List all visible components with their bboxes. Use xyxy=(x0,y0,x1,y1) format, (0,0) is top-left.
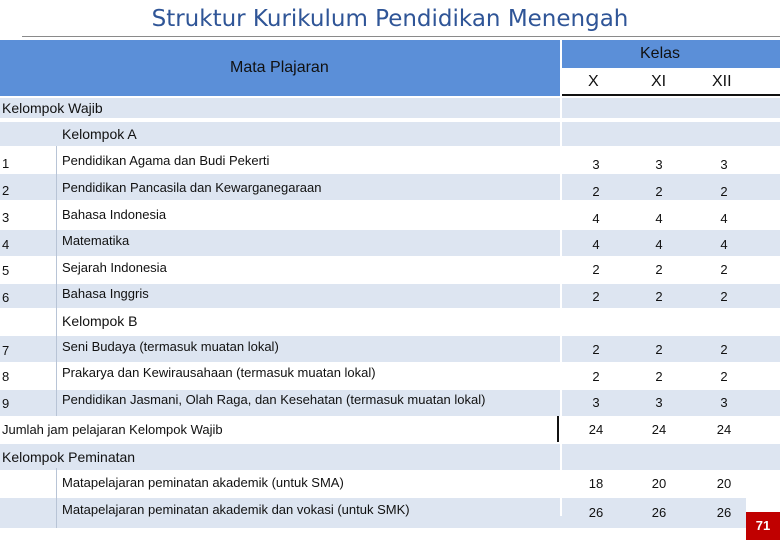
hours-xii: 2 xyxy=(720,262,728,277)
hours-xii: 2 xyxy=(720,369,728,384)
header-subject-label: Mata Plajaran xyxy=(230,59,329,76)
hours-xi: 2 xyxy=(655,369,663,384)
hours-xi: 20 xyxy=(651,476,667,491)
hours-xii: 26 xyxy=(716,505,732,520)
hours-xii: 3 xyxy=(720,395,728,410)
subject-name: Matapelajaran peminatan akademik dan vokasi (untuk SMK) xyxy=(62,502,410,517)
subject-name: Pendidikan Pancasila dan Kewarganegaraan xyxy=(62,180,322,195)
hours-xi: 2 xyxy=(655,184,663,199)
hours-xii: 2 xyxy=(720,184,728,199)
hours-xii: 4 xyxy=(720,237,728,252)
hours-x: 3 xyxy=(592,157,600,172)
hours-xi: 2 xyxy=(655,262,663,277)
hours-xii: 3 xyxy=(720,157,728,172)
hours-xi: 3 xyxy=(655,157,663,172)
title-divider xyxy=(22,36,780,37)
col-divider-grades xyxy=(560,96,562,516)
row-number: 9 xyxy=(2,396,10,411)
header-grade-xi: XI xyxy=(651,73,667,90)
col-divider-no xyxy=(56,146,57,416)
row-bg-wajib xyxy=(0,98,780,118)
hours-x: 2 xyxy=(592,262,600,277)
hours-xi: 2 xyxy=(655,289,663,304)
header-grade-xii: XII xyxy=(712,73,732,90)
hours-xii: 20 xyxy=(716,476,732,491)
row-number: 8 xyxy=(2,369,10,384)
hours-x: 4 xyxy=(592,211,600,226)
subject-name: Prakarya dan Kewirausahaan (termasuk muatan lokal) xyxy=(62,365,376,380)
total-x: 24 xyxy=(588,422,604,437)
hours-xii: 4 xyxy=(720,211,728,226)
hours-xi: 26 xyxy=(651,505,667,520)
row-number: 3 xyxy=(2,210,10,225)
group-label-a: Kelompok A xyxy=(62,126,137,142)
subject-name: Sejarah Indonesia xyxy=(62,260,167,275)
total-label: Jumlah jam pelajaran Kelompok Wajib xyxy=(2,422,223,437)
total-xii: 24 xyxy=(716,422,732,437)
subject-name: Seni Budaya (termasuk muatan lokal) xyxy=(62,339,279,354)
hours-x: 3 xyxy=(592,395,600,410)
subject-name: Pendidikan Agama dan Budi Pekerti xyxy=(62,153,270,168)
row-number: 2 xyxy=(2,183,10,198)
header-grade-x: X xyxy=(588,73,599,90)
header-kelas-label: Kelas xyxy=(640,45,681,62)
total-right-border xyxy=(557,416,559,442)
row-number: 5 xyxy=(2,263,10,278)
hours-xii: 2 xyxy=(720,342,728,357)
total-xi: 24 xyxy=(651,422,667,437)
hours-x: 2 xyxy=(592,289,600,304)
group-label-peminatan: Kelompok Peminatan xyxy=(2,449,136,465)
group-label-wajib: Kelompok Wajib xyxy=(2,100,103,116)
hours-xii: 2 xyxy=(720,289,728,304)
hours-x: 2 xyxy=(592,184,600,199)
subject-name: Matematika xyxy=(62,233,130,248)
hours-x: 18 xyxy=(588,476,604,491)
subject-name: Pendidikan Jasmani, Olah Raga, dan Kesehatan (termasuk muatan lokal) xyxy=(62,392,486,407)
row-number: 4 xyxy=(2,237,10,252)
subject-name: Matapelajaran peminatan akademik (untuk SMA) xyxy=(62,475,344,490)
subject-name: Bahasa Inggris xyxy=(62,286,149,301)
hours-xi: 4 xyxy=(655,237,663,252)
hours-x: 4 xyxy=(592,237,600,252)
row-number: 1 xyxy=(2,156,10,171)
page-number-badge: 71 xyxy=(746,512,780,540)
hours-x: 2 xyxy=(592,342,600,357)
col-divider-peminatan xyxy=(56,468,57,528)
row-number: 7 xyxy=(2,343,10,358)
hours-x: 26 xyxy=(588,505,604,520)
page-title: Struktur Kurikulum Pendidikan Menengah xyxy=(151,6,629,32)
subject-name: Bahasa Indonesia xyxy=(62,207,167,222)
hours-xi: 2 xyxy=(655,342,663,357)
group-label-b: Kelompok B xyxy=(62,313,138,329)
hours-x: 2 xyxy=(592,369,600,384)
row-number: 6 xyxy=(2,290,10,305)
hours-xi: 3 xyxy=(655,395,663,410)
hours-xi: 4 xyxy=(655,211,663,226)
